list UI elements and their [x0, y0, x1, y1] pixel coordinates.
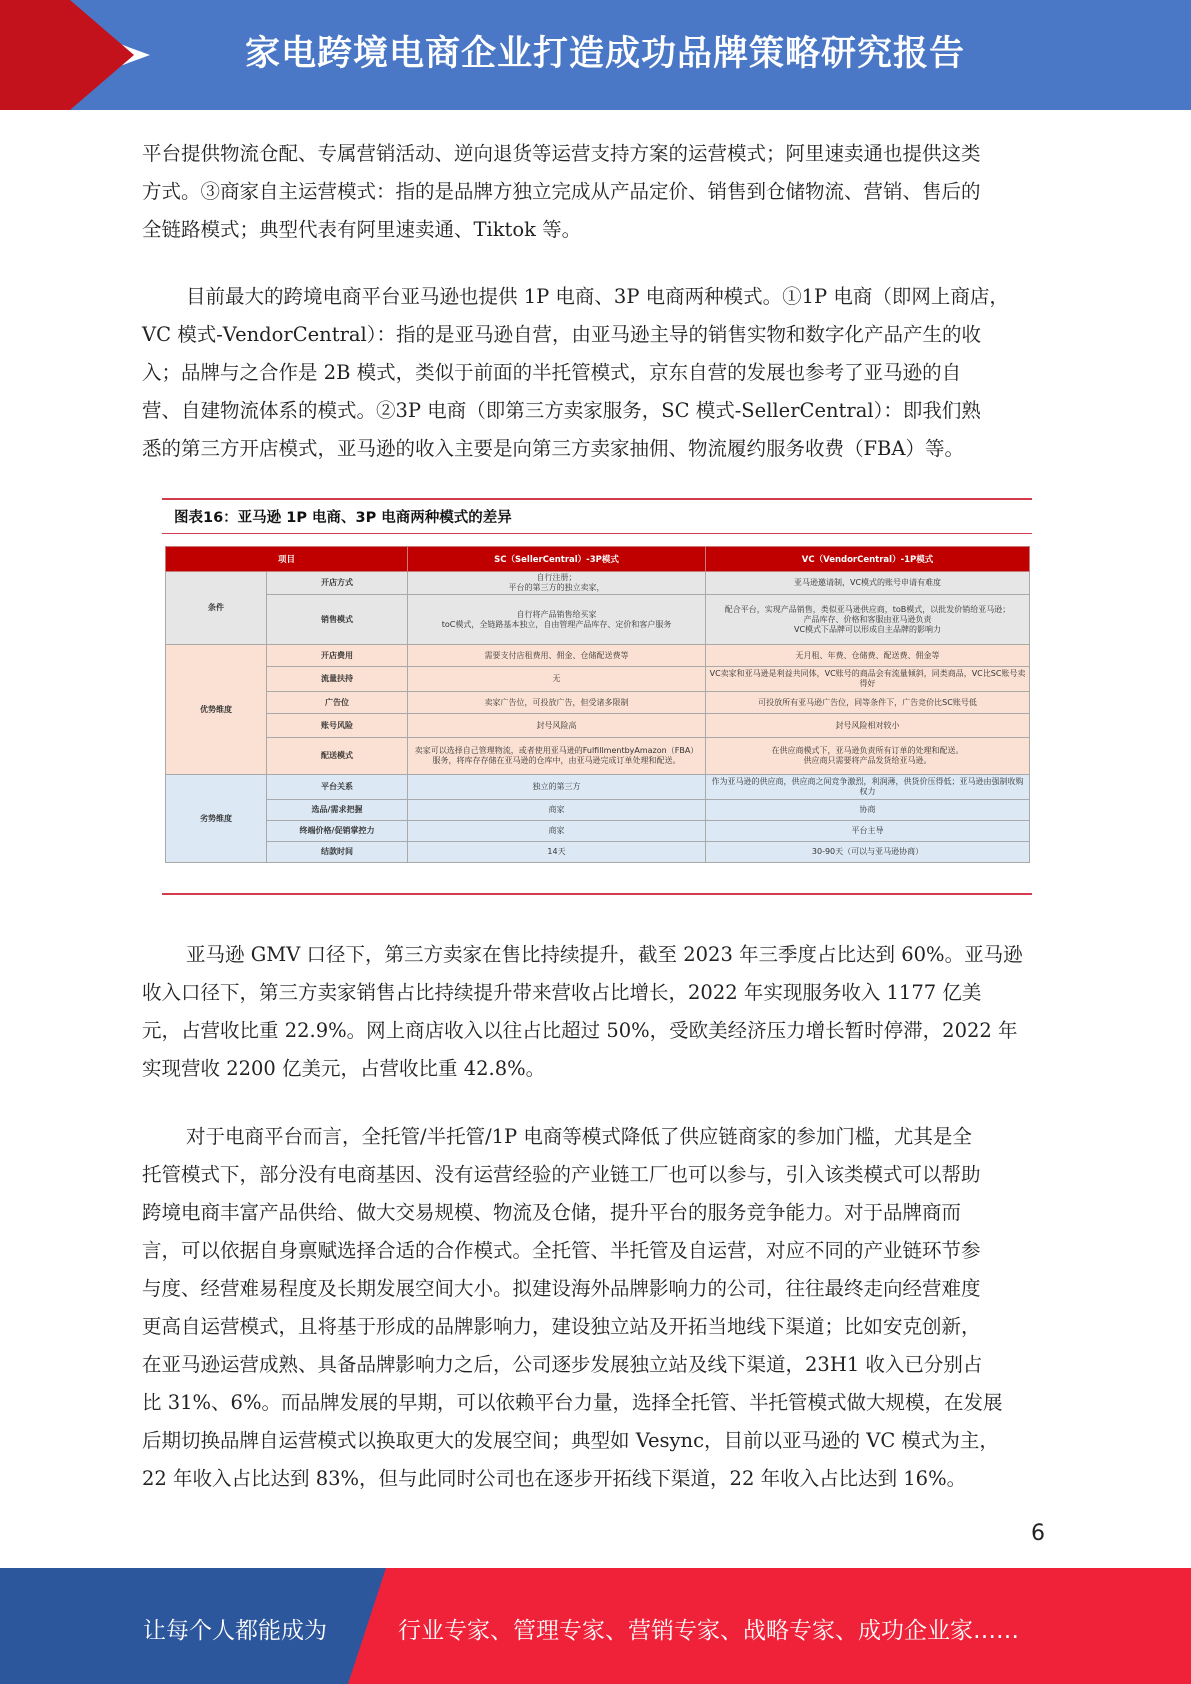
row-vc: 配合平台，实现产品销售，类似亚马逊供应商，toB模式，以批发价销给亚马逊； 产品库存、价格和客服由亚马逊负责 VC模式下品牌可以形成自主品牌的影响力: [706, 595, 1030, 645]
page-footer: [0, 1568, 1191, 1684]
table-row: [166, 842, 1030, 863]
report-title: 家电跨境电商企业打造成功品牌策略研究报告: [245, 34, 966, 74]
header-sc: SC（SellerCentral）-3P模式: [408, 547, 706, 572]
row-item: 平台关系: [267, 775, 408, 800]
table-row: [166, 738, 1030, 775]
text-line: 全链路模式；典型代表有阿里速卖通、Tiktok 等。: [142, 218, 582, 241]
text-line: 悉的第三方开店模式，亚马逊的收入主要是向第三方卖家抽佣、物流履约服务收费（FBA）等。: [142, 437, 964, 460]
row-vc: 可投放所有亚马逊广告位，同等条件下，广告竞价比SC账号低: [706, 692, 1030, 714]
table-row: [166, 645, 1030, 667]
row-vc: 封号风险相对较小: [706, 714, 1030, 738]
figure-title-rule: [162, 533, 1032, 534]
row-item: 结款时间: [267, 842, 408, 863]
row-item: 配送模式: [267, 738, 408, 775]
table-row: [166, 714, 1030, 738]
table-row: [166, 821, 1030, 842]
text-line: 言，可以依据自身禀赋选择合适的合作模式。全托管、半托管及自运营，对应不同的产业链环节参: [142, 1239, 981, 1262]
row-item: 终端价格/促销掌控力: [267, 821, 408, 842]
footer-slogan-right: 行业专家、管理专家、营销专家、战略专家、成功企业家……: [398, 1618, 1019, 1644]
figure-title: 图表16：亚马逊 1P 电商、3P 电商两种模式的差异: [174, 510, 512, 526]
row-vc: VC卖家和亚马逊是利益共同体，VC账号的商品会有流量倾斜，同类商品，VC比SC账号卖得好: [706, 667, 1030, 692]
header-red-block: [0, 0, 70, 110]
text-line: 方式。③商家自主运营模式：指的是品牌方独立完成从产品定价、销售到仓储物流、营销、售后的: [142, 180, 981, 203]
figure-top-rule: [162, 498, 1032, 500]
row-sc: 需要支付店租费用、佣金、仓储配送费等: [408, 645, 706, 667]
table-row: [166, 595, 1030, 645]
footer-blue-slant: [348, 1568, 386, 1684]
row-item: 账号风险: [267, 714, 408, 738]
text-line: 托管模式下，部分没有电商基因、没有运营经验的产业链工厂也可以参与，引入该类模式可以帮助: [142, 1163, 981, 1186]
text-line: 营、自建物流体系的模式。②3P 电商（即第三方卖家服务，SC 模式-SellerCentral）：即我们熟: [142, 399, 981, 422]
row-sc: 独立的第三方: [408, 775, 706, 800]
table-row: [166, 667, 1030, 692]
row-sc: 卖家广告位，可投放广告，但受诸多限制: [408, 692, 706, 714]
table-row: [166, 800, 1030, 821]
table-row: [166, 692, 1030, 714]
row-vc: 作为亚马逊的供应商，供应商之间竞争激烈，利润薄，供货价压得低；亚马逊由强制收购权力: [706, 775, 1030, 800]
paragraph-3: [142, 936, 1047, 1088]
table-row: [166, 572, 1030, 595]
row-vc: 无月租、年费、仓储费、配送费、佣金等: [706, 645, 1030, 667]
text-line: 与度、经营难易程度及长期发展空间大小。拟建设海外品牌影响力的公司，往往最终走向经营难度: [142, 1277, 981, 1300]
row-vc: 平台主导: [706, 821, 1030, 842]
text-line: 22 年收入占比达到 83%，但与此同时公司也在逐步开拓线下渠道，22 年收入占比达到 16%。: [142, 1467, 967, 1490]
page-header: [0, 0, 1191, 110]
text-line: 入；品牌与之合作是 2B 模式，类似于前面的半托管模式，京东自营的发展也参考了亚马逊的自: [142, 361, 962, 384]
row-sc: 14天: [408, 842, 706, 863]
row-sc: 自行将产品销售给买家 toC模式，全链路基本独立，自由管理产品库存、定价和客户服务: [408, 595, 706, 645]
row-sc: 自行注册； 平台的第三方的独立卖家，: [408, 572, 706, 595]
group-adv: 优势维度: [166, 645, 267, 775]
group-dis: 劣势维度: [166, 775, 267, 863]
table-row: [166, 775, 1030, 800]
text-line: 亚马逊 GMV 口径下，第三方卖家在售比持续提升，截至 2023 年三季度占比达到 60%。亚马逊: [186, 943, 1023, 966]
text-line: VC 模式-VendorCentral）：指的是亚马逊自营，由亚马逊主导的销售实物和数字化产品产生的收: [142, 323, 982, 346]
row-vc: 亚马逊邀请制，VC模式的账号申请有难度: [706, 572, 1030, 595]
text-line: 在亚马逊运营成熟、具备品牌影响力之后，公司逐步发展独立站及线下渠道，23H1 收入已分别占: [142, 1353, 983, 1376]
row-item: 选品/需求把握: [267, 800, 408, 821]
table-header-row: [166, 547, 1030, 572]
row-vc: 协商: [706, 800, 1030, 821]
paragraph-4: [142, 1118, 1047, 1498]
paragraph-2: [142, 278, 1047, 468]
header-vc: VC（VendorCentral）-1P模式: [706, 547, 1030, 572]
group-cond: 条件: [166, 572, 267, 645]
text-line: 后期切换品牌自运营模式以换取更大的发展空间；典型如 Vesync，目前以亚马逊的 VC 模式为主，: [142, 1429, 999, 1452]
text-line: 平台提供物流仓配、专属营销活动、逆向退货等运营支持方案的运营模式；阿里速卖通也提供这类: [142, 142, 981, 165]
text-line: 跨境电商丰富产品供给、做大交易规模、物流及仓储，提升平台的服务竞争能力。对于品牌商而: [142, 1201, 962, 1224]
footer-slogan-left: 让每个人都能成为: [143, 1618, 327, 1644]
row-sc: 商家: [408, 821, 706, 842]
figure-bottom-rule: [162, 893, 1032, 895]
row-sc: 无: [408, 667, 706, 692]
text-line: 更高自运营模式，且将基于形成的品牌影响力，建设独立站及开拓当地线下渠道；比如安克创新，: [142, 1315, 981, 1338]
row-item: 销售模式: [267, 595, 408, 645]
text-line: 比 31%、6%。而品牌发展的早期，可以依赖平台力量，选择全托管、半托管模式做大规模，在发展: [142, 1391, 1003, 1414]
row-sc: 封号风险高: [408, 714, 706, 738]
row-vc: 30-90天（可以与亚马逊协商）: [706, 842, 1030, 863]
row-sc: 卖家可以选择自己管理物流，或者使用亚马逊的FulfillmentbyAmazon（FBA）服务，将库存存储在亚马逊的仓库中，由亚马逊完成订单处理和配送。: [408, 738, 706, 775]
row-item: 广告位: [267, 692, 408, 714]
comparison-table: [165, 546, 1030, 863]
text-line: 元，占营收比重 22.9%。网上商店收入以往占比超过 50%，受欧美经济压力增长暂时停滞，2022 年: [142, 1019, 1018, 1042]
text-line: 对于电商平台而言，全托管/半托管/1P 电商等模式降低了供应链商家的参加门槛，尤其是全: [186, 1125, 972, 1148]
text-line: 目前最大的跨境电商平台亚马逊也提供 1P 电商、3P 电商两种模式。①1P 电商（即网上商店，: [186, 285, 1009, 308]
text-line: 收入口径下，第三方卖家销售占比持续提升带来营收占比增长，2022 年实现服务收入 1177 亿美: [142, 981, 982, 1004]
row-vc: 在供应商模式下，亚马逊负责所有订单的处理和配送。 供应商只需要将产品发货给亚马逊。: [706, 738, 1030, 775]
row-item: 开店方式: [267, 572, 408, 595]
row-item: 开店费用: [267, 645, 408, 667]
text-line: 实现营收 2200 亿美元，占营收比重 42.8%。: [142, 1057, 546, 1080]
row-sc: 商家: [408, 800, 706, 821]
header-item: 项目: [166, 547, 408, 572]
header-chevron-red: [70, 0, 134, 110]
paragraph-1: [142, 135, 1047, 249]
row-item: 流量扶持: [267, 667, 408, 692]
page-number: 6: [1031, 1521, 1045, 1546]
